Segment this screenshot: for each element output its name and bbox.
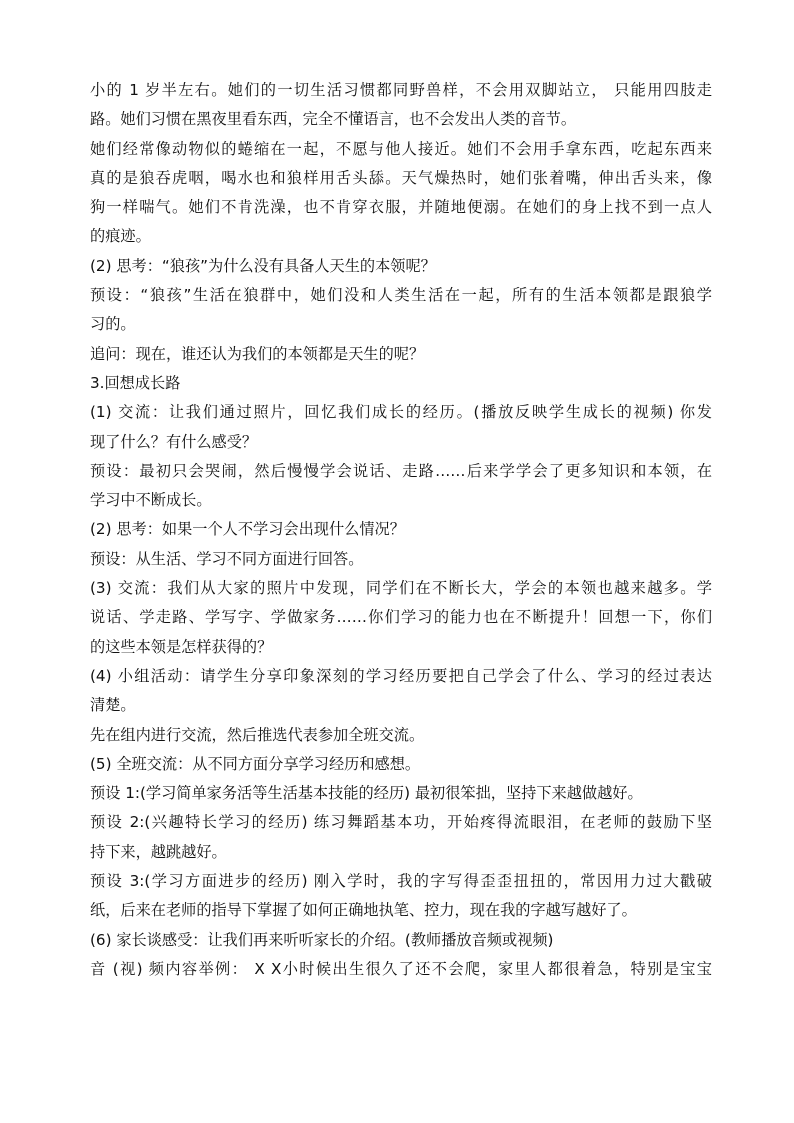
text-line: 预设 2:(兴趣特长学习的经历) 练习舞蹈基本功，开始疼得流眼泪，在老师的鼓励下坚 <box>90 813 712 832</box>
text-line: 预设：最初只会哭闹，然后慢慢学会说话、走路……后来学学会了更多知识和本领，在 <box>90 461 712 480</box>
text-line: 现了什么？有什么感受？ <box>90 432 258 451</box>
text-line: 清楚。 <box>90 696 136 715</box>
text-line: 她们经常像动物似的蜷缩在一起，不愿与他人接近。她们不会用手拿东西，吃起东西来 <box>90 139 712 158</box>
text-line: (2) 思考：“狼孩”为什么没有具备人天生的本领呢？ <box>90 256 436 275</box>
text-line: 学习中不断成长。 <box>90 491 212 510</box>
text-line: 预设 1:(学习简单家务活等生活基本技能的经历) 最初很笨拙，坚持下来越做越好。 <box>90 784 643 803</box>
text-line: 小的 1 岁半左右。她们的一切生活习惯都同野兽样，不会用双脚站立， 只能用四肢走 <box>90 81 712 99</box>
text-line: (6) 家长谈感受：让我们再来听听家长的介绍。(教师播放音频或视频) <box>90 930 554 949</box>
text-line: 音 (视) 频内容举例： X X小时候出生很久了还不会爬，家里人都很着急，特别是宝宝 <box>90 959 712 978</box>
text-line: 追问：现在，谁还认为我们的本领都是天生的呢？ <box>90 344 425 363</box>
text-line: (2) 思考：如果一个人不学习会出现什么情况？ <box>90 520 405 539</box>
text-line: 狗一样喘气。她们不肯洗澡，也不肯穿衣服，并随地便溺。在她们的身上找不到一点人 <box>90 198 712 217</box>
section-heading: 3.回想成长路 <box>90 373 181 392</box>
text-line: (4) 小组活动：请学生分享印象深刻的学习经历要把自己学会了什么、学习的经过表达 <box>90 666 712 685</box>
text-line: (1) 交流：让我们通过照片，回忆我们成长的经历。(播放反映学生成长的视频) 你发 <box>90 403 712 422</box>
text-line: 预设：从生活、学习不同方面进行回答。 <box>90 549 364 568</box>
text-line: 习的。 <box>90 315 136 334</box>
text-line: 纸，后来在老师的指导下掌握了如何正确地执笔、控力，现在我的字越写越好了。 <box>90 901 637 920</box>
text-line: 说话、学走路、学写字、学做家务……你们学习的能力也在不断提升！回想一下，你们 <box>90 608 712 627</box>
text-line: 预设：“狼孩”生活在狼群中，她们没和人类生活在一起，所有的生活本领都是跟狼学 <box>90 286 712 305</box>
text-line: 路。她们习惯在黑夜里看东西，完全不懂语言，也不会发出人类的音节。 <box>90 110 576 129</box>
text-line: 先在组内进行交流，然后推选代表参加全班交流。 <box>90 725 425 744</box>
page-body <box>90 76 712 984</box>
text-line: 预设 3:(学习方面进步的经历) 刚入学时，我的字写得歪歪扭扭的，常因用力过大戳破 <box>90 872 712 891</box>
text-line: 的这些本领是怎样获得的？ <box>90 637 273 656</box>
text-line: (5) 全班交流：从不同方面分享学习经历和感想。 <box>90 754 421 773</box>
text-line: 真的是狼吞虎咽，喝水也和狼样用舌头舔。天气燥热时，她们张着嘴，伸出舌头来，像 <box>90 168 712 187</box>
text-line: 的痕迹。 <box>90 227 151 246</box>
text-line: (3) 交流：我们从大家的照片中发现，同学们在不断长大，学会的本领也越来越多。学 <box>90 579 712 598</box>
text-line: 持下来，越跳越好。 <box>90 842 227 861</box>
